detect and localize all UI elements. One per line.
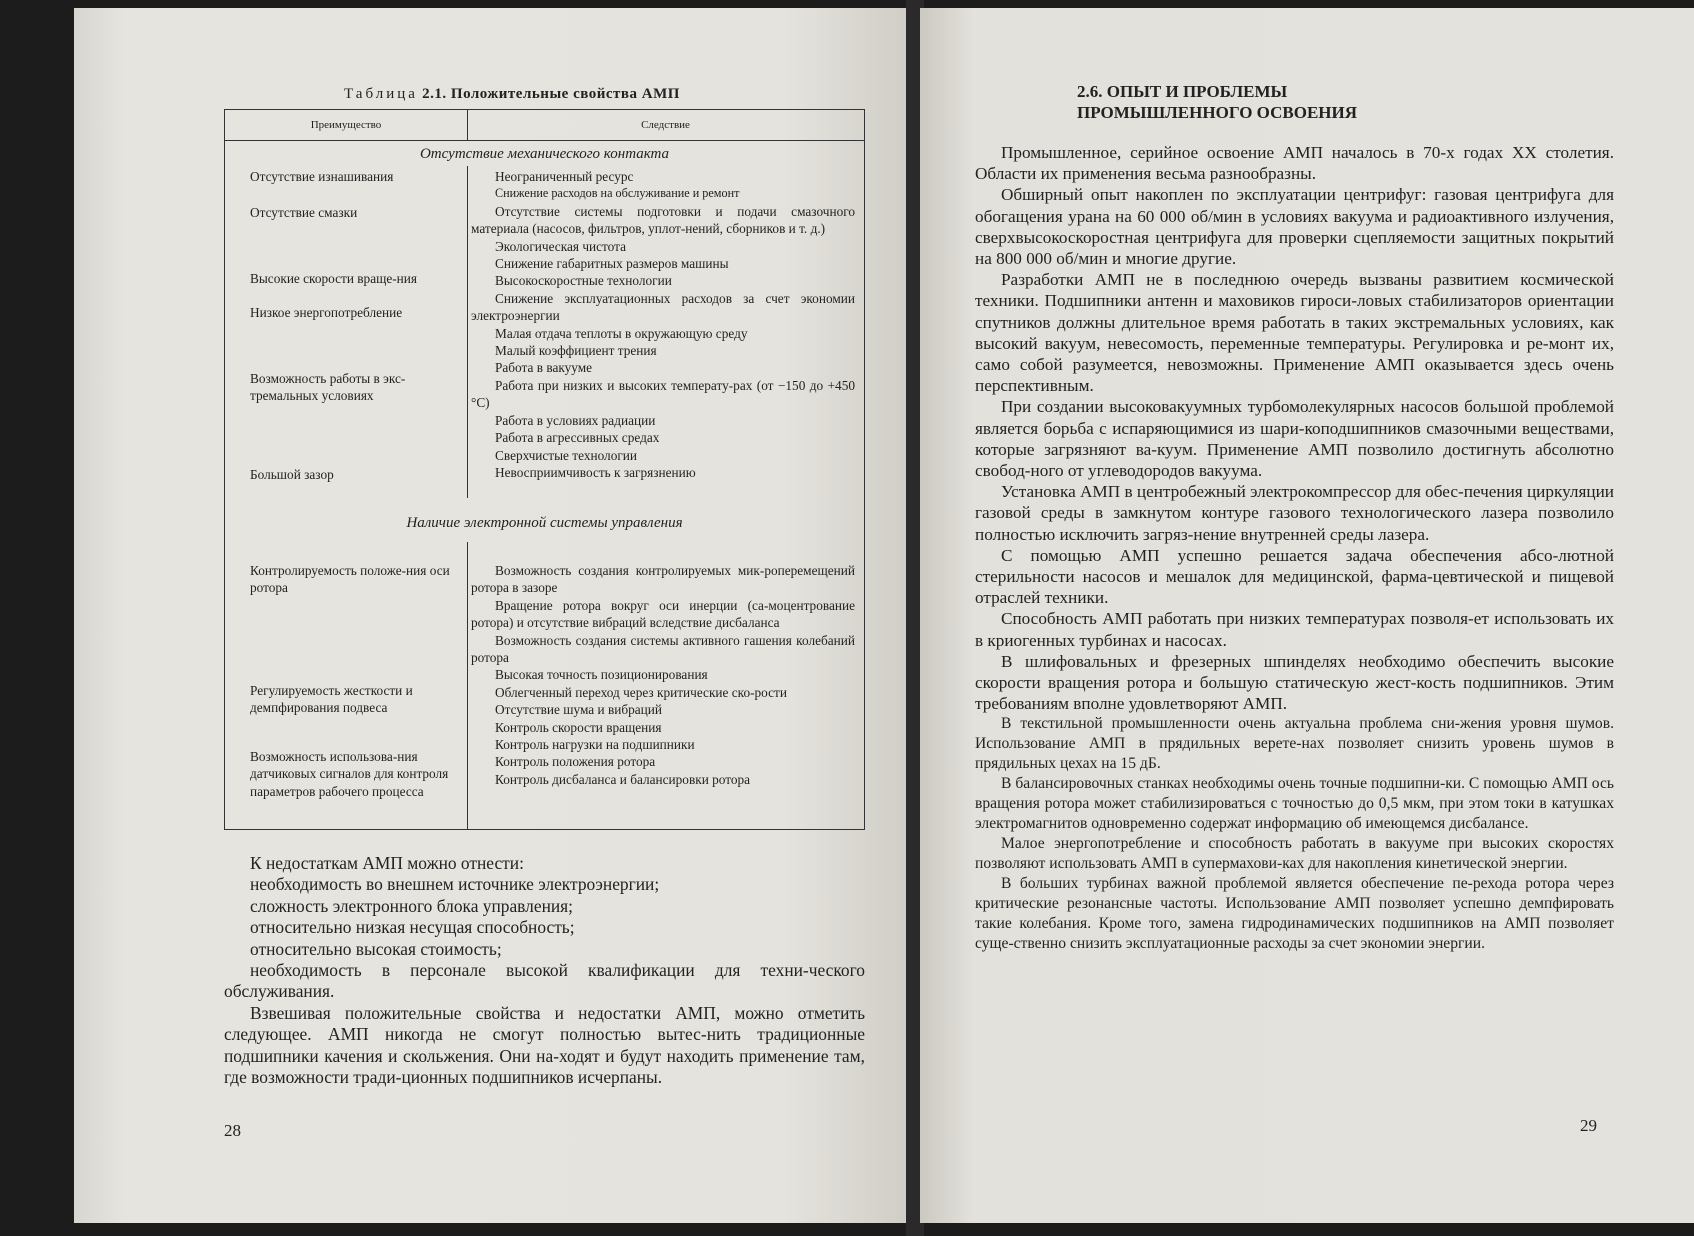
- paragraph: С помощью АМП успешно решается задача обеспечения абсо-лютной стерильности насосов и мешалок для медицинской, фарма-цевтической и пищевой отраслей техники.: [975, 545, 1614, 608]
- paragraph: Промышленное, серийное освоение АМП началось в 70-х годах XX столетия. Области их применения весьма разнообразны.: [975, 143, 1614, 184]
- table-cell-right: Облегченный переход через критические ско-рости: [495, 684, 787, 700]
- table-cell-right: Сверхчистые технологии: [495, 447, 638, 463]
- list-item: необходимость во внешнем источнике электроэнергии;: [250, 874, 660, 895]
- table-cell-right: Высокая точность позиционирования: [495, 667, 708, 683]
- table-cell-left: Отсутствие смазки: [250, 205, 358, 220]
- list-item: необходимость в персонале высокой квалификации для техни-ческого обслуживания.: [224, 960, 865, 1002]
- table-cell-right: Вращение ротора вокруг оси инерции (са-моцентрование ротора) и отсутствие вибраций вследствие дисбаланса: [471, 597, 855, 631]
- table-caption-number: 2.1.: [422, 86, 447, 102]
- list-item: относительно высокая стоимость;: [250, 938, 502, 959]
- table-cell-right: Невосприимчивость к загрязнению: [495, 464, 696, 480]
- table-cell-right: Высокоскоростные технологии: [495, 273, 672, 289]
- table-cell-left: Высокие скорости враще-ния: [250, 271, 418, 286]
- table-cell-left: Большой зазор: [250, 467, 334, 482]
- paragraph: В шлифовальных и фрезерных шпинделях необходимо обеспечить высокие скорости вращения ротора и большую статическую жест-кость подшипников. Этим требованиям вполне удовлетворяют АМП.: [975, 651, 1614, 714]
- right-page: [920, 8, 1694, 1223]
- left-page: [74, 8, 910, 1223]
- table-header: [225, 110, 864, 141]
- table-cell-right: Малая отдача теплоты в окружающую среду: [495, 325, 748, 341]
- paragraph: Способность АМП работать при низких температурах позволя-ет использовать их в криогенных турбинах и насосах.: [975, 609, 1614, 650]
- paragraph: Установка АМП в центробежный электрокомпрессор для обес-печения циркуляции газовой среды в замкнутом контуре газового технологического лазера позволило полностью исключить загряз-нение внутренней среды лазера.: [975, 482, 1614, 544]
- table-cell-right: Работа в агрессивных средах: [495, 430, 660, 446]
- section-heading-line: ПРОМЫШЛЕННОГО ОСВОЕНИЯ: [1077, 103, 1358, 122]
- table-caption-title: Положительные свойства АМП: [450, 86, 680, 102]
- paragraph: При создании высоковакуумных турбомолекулярных насосов большой проблемой является борьба с испаряющимися из шари-коподшипников смазочными веществами, которые загрязняют ва-куум. Применение АМП позволило достигнуть абсолютно свобод-ного от углеводородов вакуума.: [975, 397, 1614, 481]
- section-title-electronic: Наличие электронной системы управления: [406, 515, 683, 531]
- table-cell-left: Возможность работы в экс-тремальных условиях: [250, 371, 406, 404]
- table-cell-right: Возможность создания системы активного гашения колебаний ротора: [471, 632, 855, 666]
- table-cell-left: Возможность использова-ния датчиковых сигналов для контроля параметров рабочего процесса: [250, 749, 449, 799]
- table-cell-right: Снижение эксплуатационных расходов за счет экономии электроэнергии: [471, 290, 855, 324]
- table-cell-left: Контролируемость положе-ния оси ротора: [250, 563, 450, 596]
- paragraph: В больших турбинах важной проблемой является обеспечение пе-рехода ротора через критические резонансные частоты. Использование АМП позволяет успешно демпфировать такие колебания. Кроме того, замена гидродинамических подшипников на АМП позволяет суще-ственно снизить эксплуатационные расходы за счет экономии энергии.: [975, 875, 1614, 953]
- paragraph: К недостаткам АМП можно отнести:: [250, 853, 524, 873]
- paragraph: Разработки АМП не в последнюю очередь вызваны развитием космической техники. Подшипники антенн и маховиков гироси-ловых стабилизаторов ориентации спутников должны длительное время работать в таких экстремальных условиях, как высокий вакуум, невесомость, переменные температуры. Регулировка и ре-монт их, само собой разумеется, невозможны. Применение АМП оказывается здесь очень перспективным.: [975, 270, 1614, 396]
- right-body-text: [975, 142, 1614, 954]
- page-number-right: 29: [1580, 1116, 1597, 1135]
- table-cell-right: Снижение расходов на обслуживание и ремонт: [495, 186, 740, 201]
- table-cell-right: Отсутствие системы подготовки и подачи смазочного материала (насосов, фильтров, уплот-нений, сборников и т. д.): [471, 203, 855, 237]
- table-cell-right: Экологическая чистота: [495, 238, 627, 254]
- list-item: относительно низкая несущая способность;: [250, 917, 575, 938]
- page-number-left: 28: [224, 1121, 241, 1140]
- table-cell-right: Контроль скорости вращения: [495, 719, 662, 735]
- list-item: сложность электронного блока управления;: [250, 895, 574, 916]
- column-divider: [467, 166, 468, 498]
- table-caption-prefix: Таблица: [344, 86, 418, 102]
- col-header-advantage: Преимущество: [225, 110, 468, 140]
- table-cell-right: Контроль дисбаланса и балансировки ротора: [495, 771, 751, 787]
- advantages-table: [224, 109, 865, 830]
- section-heading-line: 2.6. ОПЫТ И ПРОБЛЕМЫ: [1077, 82, 1288, 101]
- paragraph: Малое энергопотребление и способность работать в вакууме при высоких скоростях позволяют использовать АМП в супермахови-ках для накопления кинетической энергии.: [975, 835, 1614, 873]
- paragraph: В текстильной промышленности очень актуальна проблема сни-жения уровня шумов. Использование АМП в прядильных верете-нах позволяет снизить уровень шумов в прядильных цехах на 15 дБ.: [975, 715, 1614, 773]
- table-cell-left: Регулируемость жесткости и демпфирования подвеса: [250, 683, 413, 716]
- table-cell-right: Малый коэффициент трения: [495, 343, 657, 359]
- paragraph: Обширный опыт накоплен по эксплуатации центрифуг: газовая центрифуга для обогащения урана на 60 000 об/мин в условиях вакуума и радиоактивного излучения, сверхвысокоскоростная центрифуга для проверки сцепляемости защитных покрытий на 800 000 об/мин и многие другие.: [975, 185, 1614, 269]
- table-cell-right: Работа при низких и высоких температу-рах (от −150 до +450 °С): [471, 377, 855, 411]
- table-caption: [344, 86, 680, 103]
- table-cell-right: Отсутствие шума и вибраций: [495, 702, 663, 718]
- book-spread: [40, 0, 1694, 1236]
- col-header-consequence: Следствие: [641, 119, 690, 131]
- table-cell-right: Контроль нагрузки на подшипники: [495, 737, 695, 753]
- table-cell-right: Контроль положения ротора: [495, 754, 656, 770]
- paragraph: Взвешивая положительные свойства и недостатки АМП, можно отметить следующее. АМП никогда не смогут полностью вытес-нить традиционные подшипники качения и скольжения. Они на-ходят и будут находить применение там, где возможности тради-ционных подшипников исчерпаны.: [224, 1002, 865, 1088]
- table-cell-right: Возможность создания контролируемых мик-роперемещений ротора в зазоре: [471, 563, 855, 596]
- section-title-mechanical: Отсутствие механического контакта: [419, 146, 670, 162]
- left-body-text: [224, 853, 865, 1088]
- table-cell-right: Работа в условиях радиации: [495, 412, 656, 428]
- table-cell-right: Неограниченный ресурс: [495, 169, 634, 184]
- paragraph: В балансировочных станках необходимы очень точные подшипни-ки. С помощью АМП ось вращения ротора может стабилизироваться с точностью до 0,5 мкм, при этом токи в катушках электромагнитов одновременно содержат информацию об имеющемся дисбалансе.: [975, 775, 1614, 833]
- column-divider: [467, 542, 468, 830]
- table-cell-left: Низкое энергопотребление: [250, 305, 403, 320]
- table-cell-left: Отсутствие изнашивания: [250, 169, 394, 184]
- section-heading: [1077, 81, 1357, 123]
- table-cell-right: Работа в вакууме: [495, 360, 593, 376]
- table-cell-right: Снижение габаритных размеров машины: [495, 256, 729, 272]
